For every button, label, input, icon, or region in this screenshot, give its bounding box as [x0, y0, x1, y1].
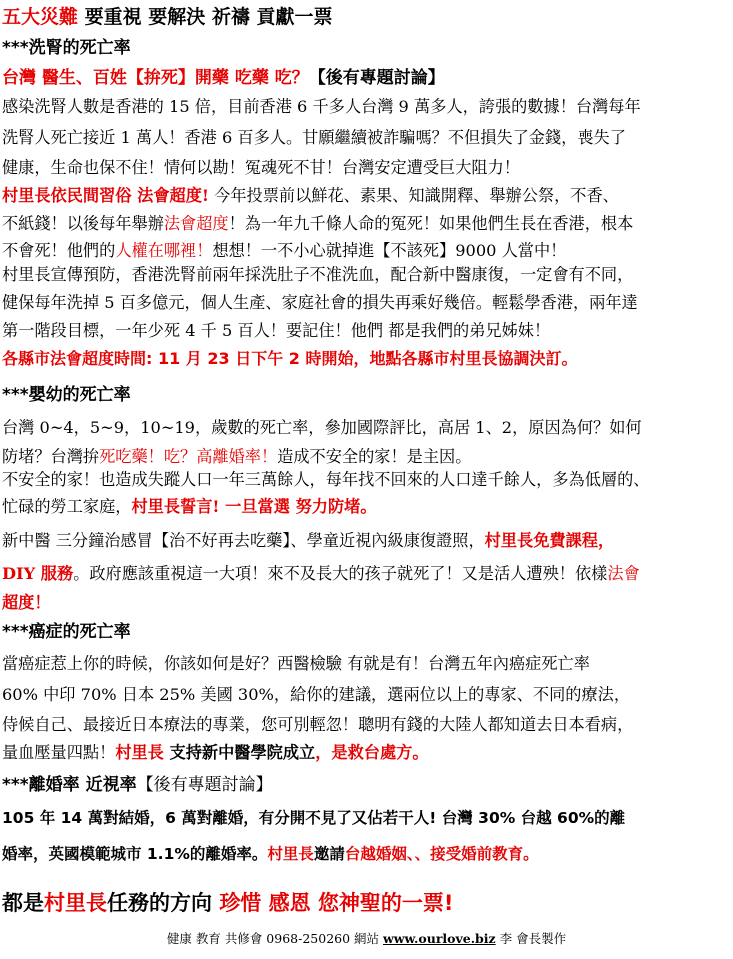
slogan-red2: 珍惜 感恩 您神聖的一票! — [219, 891, 454, 915]
dialysis-line-9: 第一階段目標，一年少死 4 千 5 百人！要記住！他們 都是我們的弟兄姊妹！ — [2, 321, 551, 340]
infant-line-4-a: 忙碌的勞工家庭， — [2, 497, 132, 516]
cancer-line-1: 當癌症惹上你的時候，你該如何是好？西醫檢驗 有就是有！台灣五年內癌症死亡率 — [2, 654, 590, 673]
ceremony-announcement: 各縣市法會超度時間: 11 月 23 日下午 2 時開始，地點各縣市村里長協調決訂。 — [2, 349, 578, 368]
infant-line-2-b: 造成不安全的家！是主因。 — [277, 447, 472, 466]
infant-line-3: 不安全的家！也造成失蹤人口一年三萬餘人，每年找不回來的人口達千餘人，多為低層的、 — [2, 470, 650, 489]
dialysis-line-8: 健保每年洗掉 5 百多億元，個人生產、家庭社會的損失再乘好幾倍。輕鬆學香港，兩年達 — [2, 293, 638, 312]
dialysis-subtitle-red: 台灣 醫生、百姓【拚死】開藥 吃藥 吃？ — [2, 68, 309, 88]
dialysis-line-6 — [2, 240, 732, 262]
dialysis-line-1: 感染洗腎人數是香港的 15 倍，目前香港 6 千多人台灣 9 萬多人，誇張的數據！台灣每年 — [2, 97, 641, 116]
infant-line-5-a: 新中醫 三分鐘治感冒【治不好再去吃藥】、學童近視內級康復證照， — [2, 531, 485, 550]
dialysis-line-7: 村里長宣傳預防，香港洗腎前兩年採洗肚子不准洗血，配合新中醫康復，一定會有不同， — [2, 265, 634, 284]
cancer-line-4-red2: ，是救台處方。 — [315, 743, 429, 762]
infant-line-2 — [2, 446, 732, 468]
infant-line-5-red: 村里長免費課程， — [484, 531, 615, 550]
divorce-line-2-red: 村里長 — [267, 845, 314, 863]
infant-line-6-red: DIY 服務 — [2, 564, 74, 583]
section-heading-dialysis: ***洗腎的死亡率 — [2, 38, 131, 58]
section-heading-cancer: ***癌症的死亡率 — [2, 622, 131, 642]
slogan-red: 村里長 — [44, 891, 107, 915]
page-title — [2, 3, 732, 31]
dialysis-line-4-rest: 今年投票前以鮮花、素果、知識開釋、舉辦公祭，不香、 — [209, 186, 619, 205]
cancer-line-4-a: 量血壓量四點！ — [2, 743, 116, 762]
website-link[interactable]: www.ourlove.biz — [383, 931, 496, 946]
infant-line-7 — [2, 592, 732, 614]
title-rest: 要重視 要解決 祈禱 貢獻一票 — [78, 6, 333, 28]
cancer-line-4-b: 支持新中醫學院成立 — [163, 743, 316, 762]
dialysis-line-5 — [2, 213, 732, 235]
slogan-a: 都是 — [2, 891, 44, 915]
divorce-heading-note: 【後有專題討論】 — [136, 775, 273, 795]
divorce-line-2-red2: 台越婚姻、、接受婚前教育。 — [344, 845, 539, 863]
infant-line-7-red: 超度！ — [2, 593, 51, 612]
footer-text: 健康 教育 共修會 0968-250260 網站 — [166, 931, 384, 946]
dialysis-line-5-b: ！為一年九千條人命的冤死！如果他們生長在香港，根本 — [228, 214, 634, 233]
infant-line-2-a: 防堵？台灣拚 — [2, 447, 100, 466]
dialysis-line-2: 洗腎人死亡接近 1 萬人！香港 6 百多人。甘願繼續被詐騙嗎？不但損失了金錢，喪失了 — [2, 128, 626, 147]
cancer-line-2: 60% 中印 70% 日本 25% 美國 30%，給你的建議，選兩位以上的專家、不同的療法， — [2, 685, 631, 704]
cancer-line-4 — [2, 742, 732, 764]
section-heading-infant: ***嬰幼的死亡率 — [2, 385, 131, 405]
dialysis-line-6-red: 人權在哪裡！ — [115, 241, 213, 260]
dialysis-line-3: 健康，生命也保不住！情何以勘！冤魂死不甘！台灣安定遭受巨大阻力！ — [2, 158, 520, 177]
footer — [0, 930, 733, 948]
infant-line-6-red2: 法會 — [607, 564, 640, 583]
dialysis-subtitle-note: 【後有專題討論】 — [308, 68, 445, 88]
infant-line-1: 台灣 0~4，5~9，10~19，歲數的死亡率，參加國際評比，高居 1、2，原因為何？如何 — [2, 418, 642, 437]
divorce-heading-text: ***離婚率 近視率 — [2, 775, 137, 795]
dialysis-subtitle — [2, 66, 732, 90]
infant-line-4-red: 村里長誓言! 一旦當選 努力防堵。 — [131, 497, 377, 516]
divorce-line-2-a: 婚率，英國模範城市 1.1%的離婚率。 — [2, 845, 268, 863]
dialysis-line-4 — [2, 185, 732, 207]
divorce-line-2 — [2, 843, 732, 865]
closing-slogan — [2, 888, 732, 918]
dialysis-line-5-a: 不紙錢！以後每年舉辦 — [2, 214, 164, 233]
slogan-b: 任務的方向 — [107, 891, 220, 915]
cancer-line-3: 侍候自己、最接近日本療法的專業，您可別輕忽！聰明有錢的大陸人都知道去日本看病， — [2, 715, 634, 734]
dialysis-line-5-red: 法會超度 — [163, 214, 229, 233]
infant-line-4 — [2, 496, 732, 518]
title-highlight: 五大災難 — [2, 6, 79, 28]
dialysis-line-6-a: 不會死！他們的 — [2, 241, 116, 260]
dialysis-line-4-red: 村里長依民間習俗 法會超度! — [2, 186, 209, 205]
dialysis-line-6-b: 想想！一不小心就掉進【不該死】9000 人當中！ — [212, 241, 567, 260]
infant-line-6 — [2, 563, 732, 585]
divorce-line-1: 105 年 14 萬對結婚，6 萬對離婚，有分開不見了又佔若干人! 台灣 30% 台越 60%的離 — [2, 809, 626, 827]
infant-line-6-b: 。政府應該重視這一大項！來不及長大的孩子就死了！又是活人遭殃！依樣 — [73, 564, 608, 583]
infant-line-2-red: 死吃藥！吃？高離婚率！ — [99, 447, 278, 466]
divorce-line-2-b: 邀請 — [313, 845, 345, 863]
section-heading-divorce — [2, 773, 732, 797]
footer-author: 李 會長製作 — [495, 931, 567, 946]
infant-line-5 — [2, 530, 732, 552]
cancer-line-4-red: 村里長 — [115, 743, 164, 762]
